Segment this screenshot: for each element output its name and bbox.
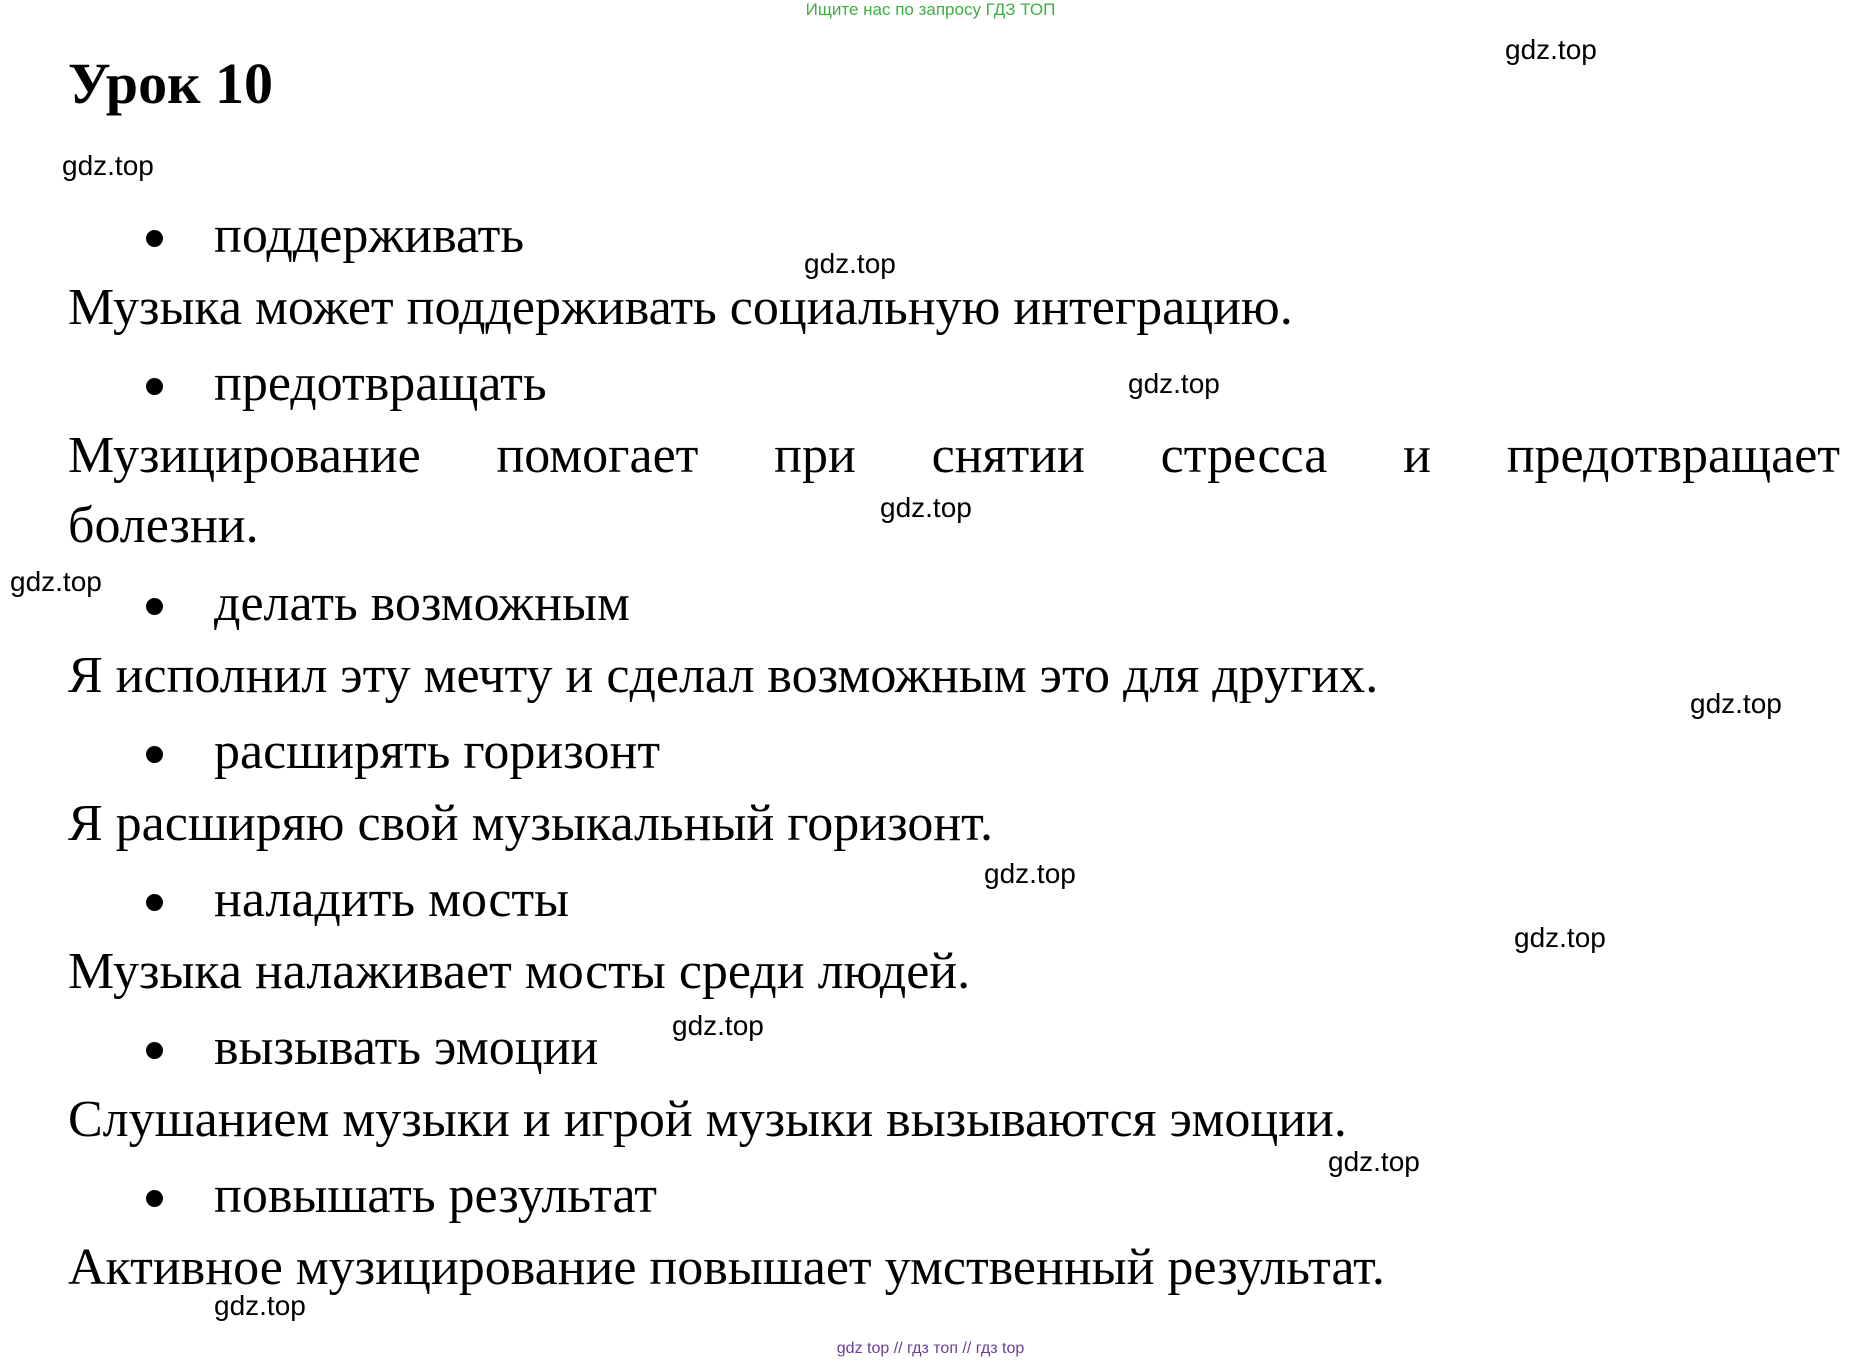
sentence-1-line-2: болезни. <box>68 497 259 554</box>
term-2: делать возможным <box>214 575 630 632</box>
watermark: gdz.top <box>984 858 1076 889</box>
watermark: gdz.top <box>10 566 102 597</box>
sentence-6: Активное музицирование повышает умственный результат. <box>68 1239 1385 1296</box>
watermark: gdz.top <box>804 248 896 279</box>
watermark: gdz.top <box>214 1290 306 1321</box>
term-5: вызывать эмоции <box>214 1019 599 1076</box>
bullet-icon <box>146 378 163 395</box>
watermark: gdz.top <box>1690 688 1782 719</box>
bullet-icon <box>146 598 163 615</box>
lesson-title: Урок 10 <box>68 51 273 116</box>
sentence-2: Я исполнил эту мечту и сделал возможным это для других. <box>68 647 1379 704</box>
sentence-0: Музыка может поддерживать социальную интеграцию. <box>68 279 1293 336</box>
sentence-5: Слушанием музыки и игрой музыки вызываются эмоции. <box>68 1091 1347 1148</box>
header-banner: Ищите нас по запросу ГДЗ ТОП <box>805 0 1056 19</box>
sentence-4: Музыка налаживает мосты среди людей. <box>68 943 971 1000</box>
bullet-icon <box>146 894 163 911</box>
watermark: gdz.top <box>880 492 972 523</box>
watermark: gdz.top <box>1328 1146 1420 1177</box>
bullet-icon <box>146 1190 163 1207</box>
watermark: gdz.top <box>1128 368 1220 399</box>
term-6: повышать результат <box>214 1167 657 1224</box>
term-0: поддерживать <box>214 207 525 264</box>
term-3: расширять горизонт <box>214 723 661 780</box>
term-4: наладить мосты <box>214 871 570 928</box>
watermark: gdz.top <box>62 150 154 181</box>
bullet-icon <box>146 746 163 763</box>
sentence-1-line-1: Музицирование помогает при снятии стресса и предотвращает <box>68 427 1840 484</box>
term-1: предотвращать <box>214 355 547 412</box>
bullet-icon <box>146 230 163 247</box>
watermark: gdz.top <box>1505 34 1597 65</box>
bullet-icon <box>146 1042 163 1059</box>
watermark: gdz.top <box>1514 922 1606 953</box>
footer: gdz top // гдз топ // гдз top <box>836 1340 1025 1357</box>
sentence-3: Я расширяю свой музыкальный горизонт. <box>68 795 993 852</box>
watermark: gdz.top <box>672 1010 764 1041</box>
